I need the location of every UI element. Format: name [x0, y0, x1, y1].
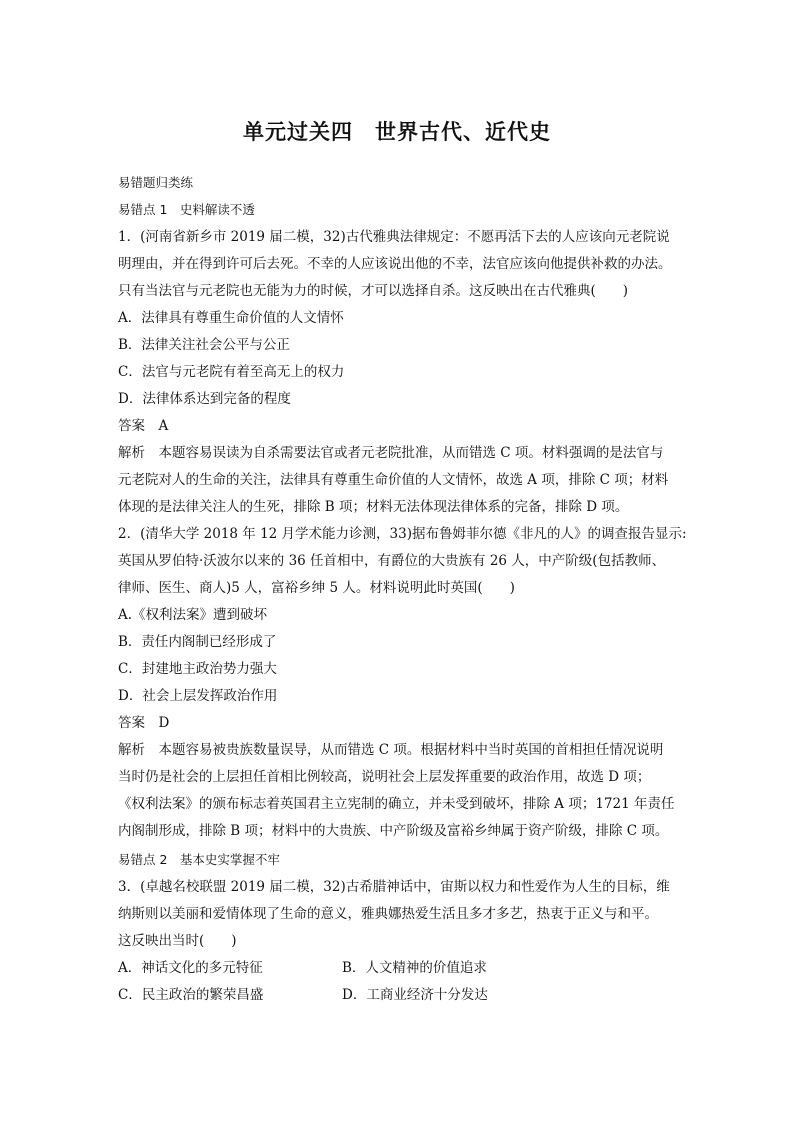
error-point-2-heading: 易错点 2 基本史实掌握不牢: [118, 852, 280, 867]
q3-option-b: B．人文精神的价值追求: [342, 960, 487, 976]
q1-stem-line: 明理由，并在得到许可后去死。不幸的人应该说出他的不幸，法官应该向他提供补救的办法。: [118, 256, 672, 272]
q2-analysis-line: 《权利法案》的颁布标志着英国君主立宪制的确立，并未受到破坏，排除 A 项；1721 年责任: [118, 796, 675, 812]
q2-analysis-line: 当时仍是社会的上层担任首相比例较高，说明社会上层发挥重要的政治作用，故选 D 项；: [118, 769, 651, 785]
q1-option-c: C．法官与元老院有着至高无上的权力: [118, 364, 345, 380]
q2-analysis-line: 内阁制形成，排除 B 项；材料中的大贵族、中产阶级及富裕乡绅属于资产阶级，排除 C 项。: [118, 823, 669, 839]
q2-option-d: D．社会上层发挥政治作用: [118, 688, 278, 704]
q3-stem-line: 3．(卓越名校联盟 2019 届二模，32)古希腊神话中，宙斯以权力和性爱作为人生的目标，维: [118, 879, 670, 895]
q1-option-a: A．法律具有尊重生命价值的人文情怀: [118, 310, 344, 326]
q1-analysis-line: 解析 本题容易误读为自杀需要法官或者元老院批准，从而错选 C 项。材料强调的是法官与: [118, 445, 664, 461]
q3-stem-line: 这反映出当时( ): [118, 933, 237, 949]
q1-option-b: B．法律关注社会公平与公正: [118, 337, 290, 353]
q1-analysis-line: 元老院对人的生命的关注，法律具有尊重生命价值的人文情怀，故选 A 项，排除 C 项；材料: [118, 472, 669, 488]
q2-answer: 答案 D: [118, 715, 170, 731]
q2-stem-line: 律师、医生、商人)5 人，富裕乡绅 5 人。材料说明此时英国( ): [118, 580, 515, 596]
q1-stem-line: 只有当法官与元老院也无能为力的时候，才可以选择自杀。这反映出在古代雅典( ): [118, 283, 629, 299]
q3-option-row: [118, 985, 688, 1005]
q1-answer: 答案 A: [118, 418, 169, 434]
q3-option-c: C．民主政治的繁荣昌盛: [118, 987, 264, 1003]
section-heading: 易错题归类练: [118, 175, 194, 190]
q2-option-a: A.《权利法案》遭到破坏: [118, 607, 268, 623]
q3-option-row: [118, 958, 688, 978]
q3-stem-line: 纳斯则以美丽和爱情体现了生命的意义，雅典娜热爱生活且多才多艺，热衷于正义与和平。: [118, 906, 658, 922]
q3-option-a: A．神话文化的多元特征: [118, 960, 263, 976]
q1-stem-line: 1．(河南省新乡市 2019 届二模，32)古代雅典法律规定：不愿再活下去的人应该向元老院说: [118, 229, 670, 245]
q3-option-d: D．工商业经济十分发达: [342, 987, 488, 1003]
page-title: 单元过关四 世界古代、近代史: [243, 120, 551, 144]
q2-stem-line: 英国从罗伯特·沃波尔以来的 36 任首相中，有爵位的大贵族有 26 人，中产阶级(包括教师、: [118, 553, 666, 569]
q2-option-c: C．封建地主政治势力强大: [118, 661, 277, 677]
q2-option-b: B．责任内阁制已经形成了: [118, 634, 277, 650]
error-point-1-heading: 易错点 1 史料解读不透: [118, 202, 255, 217]
q1-option-d: D．法律体系达到完备的程度: [118, 391, 291, 407]
q2-analysis-line: 解析 本题容易被贵族数量误导，从而错选 C 项。根据材料中当时英国的首相担任情况说明: [118, 742, 664, 758]
q1-analysis-line: 体现的是法律关注人的生死，排除 B 项；材料无法体现法律体系的完备，排除 D 项。: [118, 499, 629, 515]
q2-stem-line: 2．(清华大学 2018 年 12 月学术能力诊测，33)据布鲁姆菲尔德《非凡的人》的调查报告显示:: [118, 526, 687, 542]
